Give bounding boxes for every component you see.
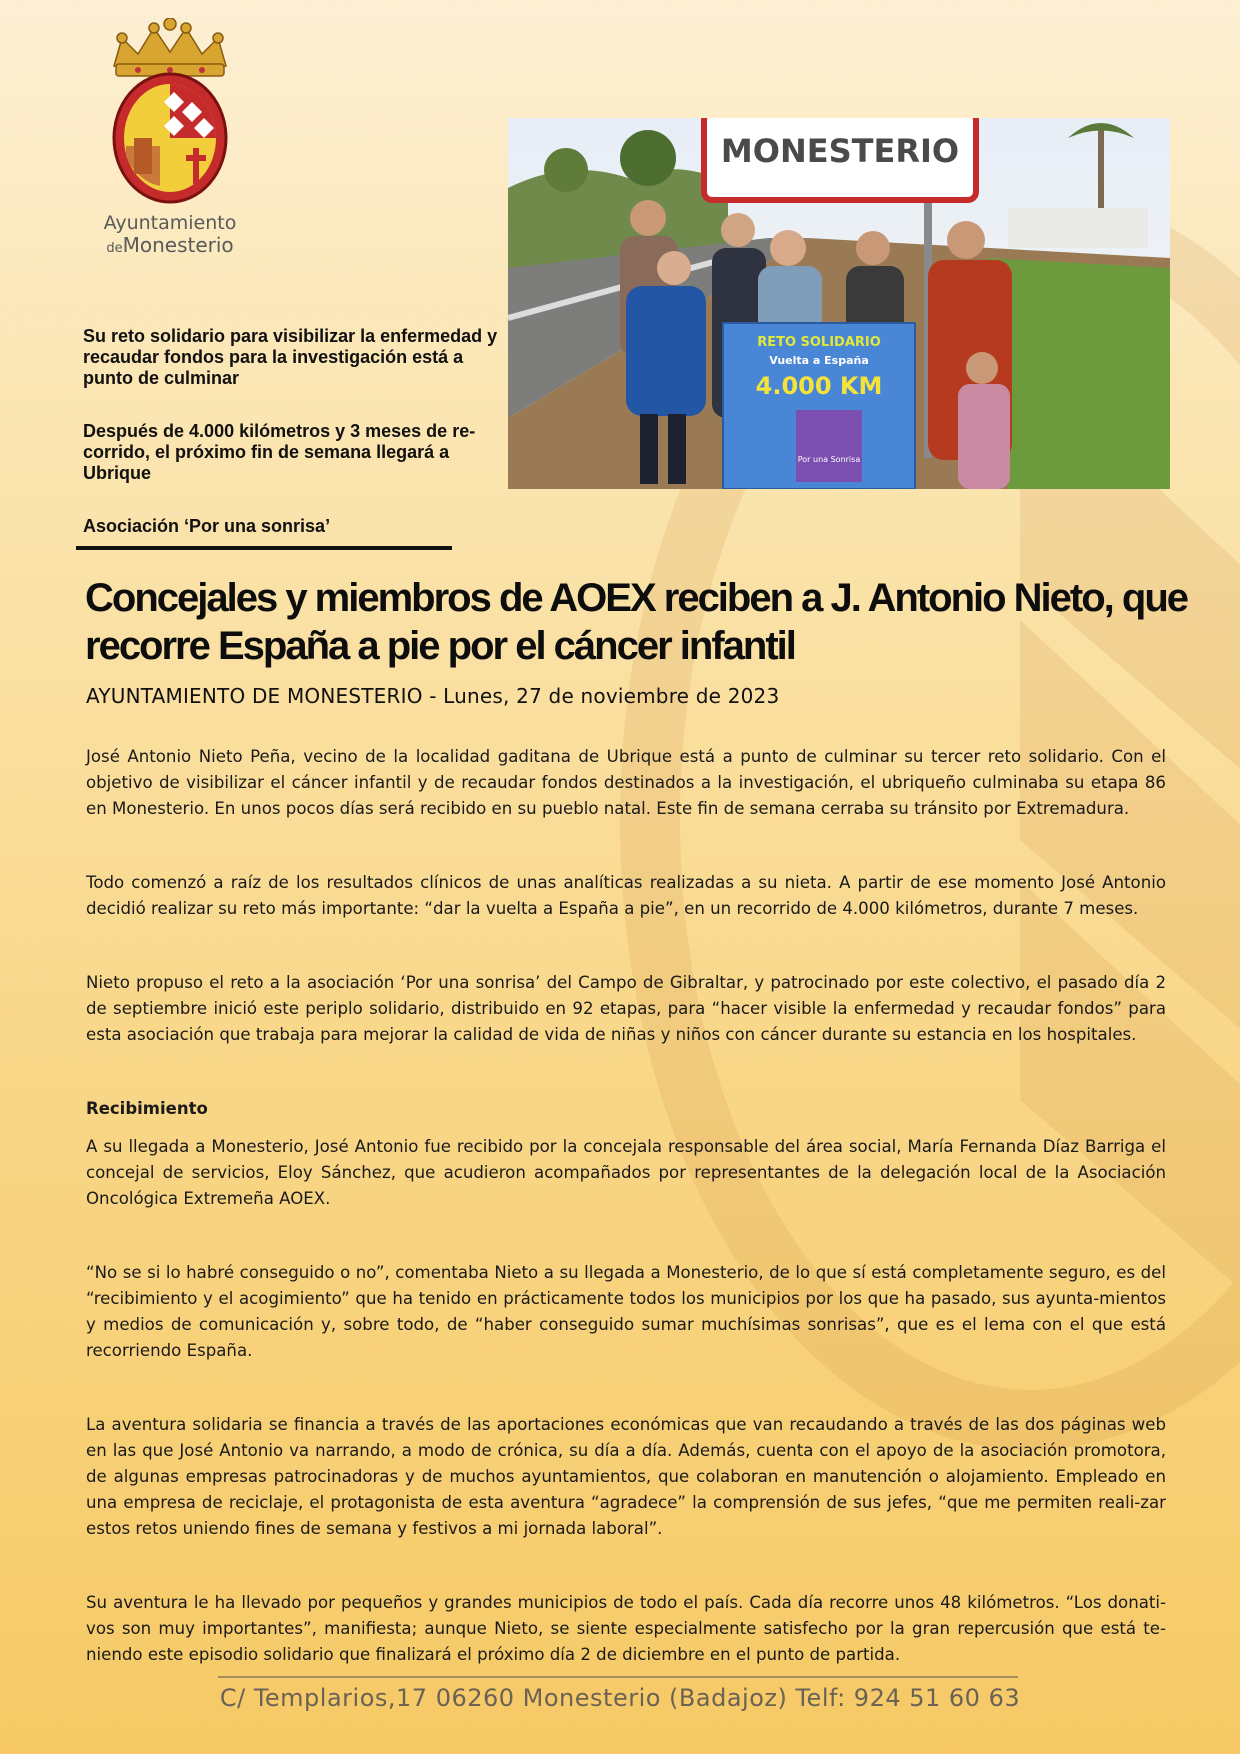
logo-line-2-prefix: de [106, 241, 123, 256]
logo-line-1: Ayuntamiento [103, 212, 237, 234]
paragraph: José Antonio Nieto Peña, vecino de la localidad gaditana de Ubrique está a punto de culminar su tercer reto solidario. Con el objetivo de visibilizar el cáncer infantil y de recaudar fondos destinados a la investigación, el ubriqueño culminaba su etapa 86 en Monesterio. En unos pocos días será recibido en su pueblo natal. Este fin de semana cerraba su tránsito por Extremadura. [86, 747, 1166, 818]
banner-line-3: 4.000 KM [755, 372, 883, 400]
divider [76, 546, 452, 550]
footer-address: C/ Templarios,17 06260 Monesterio (Badajoz) Telf: 924 51 60 63 [219, 1684, 1021, 1712]
association-credit: Asociación ‘Por una sonrisa’ [83, 516, 331, 536]
byline: AYUNTAMIENTO DE MONESTERIO - Lunes, 27 de noviembre de 2023 [86, 684, 780, 708]
coat-of-arms-icon [104, 18, 236, 210]
paragraph: “No se si lo habré conseguido o no”, comentaba Nieto a su llegada a Monesterio, de lo que sí está completamente seguro, es del “recibimiento y el acogimiento” que ha tenido en prácticamente todos los municipios por los que ha pasado, sus ayunta-mientos y medios de comunicación y, sobre todo, de “haber conseguido sumar muchísimas sonrisas”, que es el lema con el que está recorriendo España. [86, 1263, 1166, 1360]
headline: Concejales y miembros de AOEX reciben a J. Antonio Nieto, que recorre España a pie por el cáncer infantil [85, 576, 1188, 668]
paragraph: Nieto propuso el reto a la asociación ‘Por una sonrisa’ del Campo de Gibraltar, y patrocinado por este colectivo, el pasado día 2 de septiembre inició este periplo solidario, distribuido en 92 etapas, para “hacer visible la enfermedad y recaudar fondos” para esta asociación que trabaja para mejorar la calidad de vida de niñas y niños con cáncer durante su estancia en los hospitales. [86, 973, 1166, 1044]
article-body [86, 744, 1166, 1668]
article-photo [508, 118, 1170, 489]
paragraph: Su aventura le ha llevado por pequeños y grandes municipios de todo el país. Cada día recorre unos 48 kilómetros. “Los donati-vos son muy importantes”, manifiesta; aunque Nieto, se siente especialmente satisfecho por la gran repercusión que está te-niendo este episodio solidario que finalizará el próximo día 2 de diciembre en el punto de partida. [86, 1593, 1166, 1664]
paragraph: A su llegada a Monesterio, José Antonio fue recibido por la concejala responsable del área social, María Fernanda Díaz Barriga el concejal de servicios, Eloy Sánchez, que acudieron acompañados por representantes de la delegación local de la Asociación Oncológica Extremeña AOEX. [86, 1137, 1166, 1208]
section-heading: Recibimiento [86, 1099, 208, 1118]
paragraph: Todo comenzó a raíz de los resultados clínicos de unas analíticas realizadas a su nieta. A partir de ese momento José Antonio decidió realizar su reto más importante: “dar la vuelta a España a pie”, en un recorrido de 4.000 kilómetros, durante 7 meses. [86, 873, 1166, 918]
banner-logo-text: Por una Sonrisa [797, 455, 861, 464]
logo-line-2: Monesterio [122, 233, 234, 257]
paragraph: La aventura solidaria se financia a través de las aportaciones económicas que van recaudando a través de las dos páginas web en las que José Antonio va narrando, a modo de crónica, su día a día. Además, cuenta con el apoyo de la asociación promotora, de algunas empresas patrocinadoras y de muchos ayuntamientos, que colaboran en manutención o alojamiento. Empleado en una empresa de reciclaje, el protagonista de esta aventura “agradece” la comprensión de sus jefes, “que me permiten reali-zar estos retos uniendo fines de semana y festivos a mi jornada laboral”. [86, 1415, 1166, 1538]
subhead-1: Su reto solidario para visibilizar la enfermedad y recaudar fondos para la investigación está a punto de culminar [83, 326, 498, 388]
banner-line-2: Vuelta a España [769, 354, 869, 367]
municipality-logo [95, 18, 245, 260]
footer-divider [218, 1676, 1018, 1678]
banner-line-1: RETO SOLIDARIO [757, 335, 881, 350]
subheads [83, 326, 503, 516]
photo-sign-text: MONESTERIO [720, 132, 960, 170]
subhead-2: Después de 4.000 kilómetros y 3 meses de re-corrido, el próximo fin de semana llegará a Ubrique [83, 421, 476, 483]
